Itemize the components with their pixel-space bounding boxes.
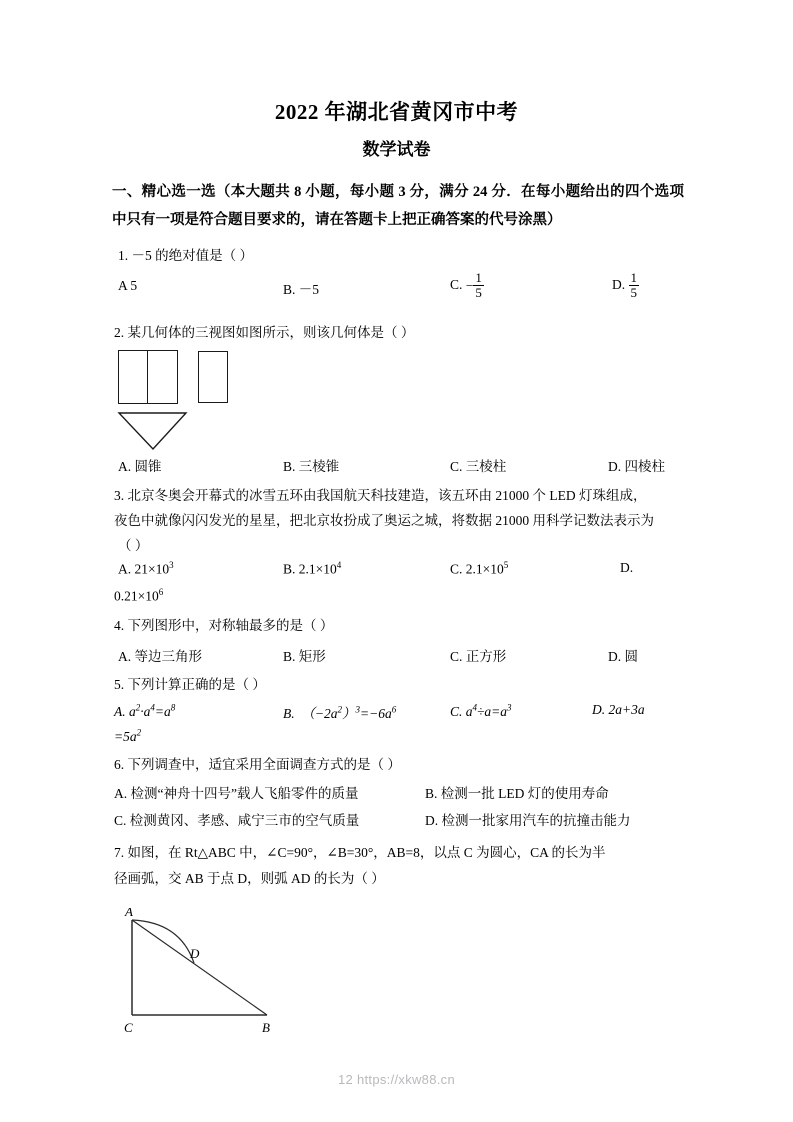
question-2-text: 某几何体的三视图如图所示，则该几何体是（ ） xyxy=(127,325,415,340)
question-7-stem-line-2: 径画弧，交 AB 于点 D，则弧 AD 的长为（ ） xyxy=(114,871,385,886)
question-2-option-c[interactable] xyxy=(450,455,506,475)
option-label: D. xyxy=(425,813,439,828)
question-6-option-d[interactable] xyxy=(425,809,631,829)
question-3-stem-line-2: 夜色中就像闪闪发光的星星，把北京妆扮成了奥运之城，将数据 21000 用科学记数法表示为 xyxy=(114,513,654,528)
question-3-option-d-continued[interactable] xyxy=(114,587,163,605)
question-3-text-line-1: 北京冬奥会开幕式的冰雪五环由我国航天科技建造，该五环由 21000 个 LED 灯珠组成， xyxy=(127,488,647,503)
fraction-one-fifth xyxy=(629,271,640,299)
side-view-rectangle xyxy=(198,351,228,403)
question-6-option-c[interactable] xyxy=(114,809,359,829)
question-4-option-d[interactable] xyxy=(608,645,638,665)
option-label: A. xyxy=(118,561,132,577)
question-5-option-a[interactable]: A. $a^2\cdot a^4=a^8$ xyxy=(114,702,176,719)
option-text: 等边三角形 xyxy=(134,649,202,664)
exponent: 3 xyxy=(169,560,174,570)
question-5-number: 5. xyxy=(114,677,125,692)
section-instruction: 一、精心选一选（本大题共 8 小题，每小题 3 分，满分 24 分．在每小题给出的四个选项中只有一项是符合题目要求的，请在答题卡上把正确答案的代号涂黑） xyxy=(112,184,684,228)
option-text: 5 xyxy=(130,278,138,293)
page-title: 2022 年湖北省黄冈市中考 xyxy=(274,100,519,124)
page-subtitle: 数学试卷 xyxy=(362,140,431,159)
option-label: B. xyxy=(283,282,296,297)
option-text: 圆锥 xyxy=(134,459,162,474)
question-3-option-c[interactable] xyxy=(450,560,508,578)
option-text: 三棱柱 xyxy=(465,459,507,474)
question-1-text: －5 的绝对值是（ ） xyxy=(131,248,253,263)
top-view-triangle xyxy=(116,410,192,452)
option-label: A. xyxy=(118,459,132,474)
right-triangle-with-arc-figure xyxy=(112,908,302,1038)
option-text: 检测一批 LED 灯的使用寿命 xyxy=(440,786,609,801)
option-text: 2.1×10 xyxy=(298,561,337,577)
option-text: 0.21×10 xyxy=(114,588,159,604)
option-label: D. xyxy=(612,277,626,293)
question-3-option-b[interactable] xyxy=(283,560,341,578)
exponent: 6 xyxy=(158,587,164,597)
option-label: D. xyxy=(608,459,622,474)
option-text: 检测“神舟十四号”载人飞船零件的质量 xyxy=(130,786,359,801)
front-view-divider-line xyxy=(147,350,148,404)
question-6-option-a[interactable] xyxy=(114,782,358,802)
question-3-number: 3. xyxy=(114,488,125,503)
question-1-option-b[interactable] xyxy=(283,278,319,298)
question-4-text: 下列图形中，对称轴最多的是（ ） xyxy=(127,618,334,633)
watermark: 12 https://xkw88.cn xyxy=(338,1072,455,1087)
question-4-number: 4. xyxy=(114,618,125,633)
numerator: 1 xyxy=(475,270,482,285)
exponent: 4 xyxy=(336,560,342,570)
denominator: 5 xyxy=(630,284,637,300)
option-text: 正方形 xyxy=(465,649,507,664)
option-text: 四棱柱 xyxy=(624,459,665,474)
numerator: 1 xyxy=(630,270,637,285)
question-5-option-c[interactable]: C. $a^4\div a=a^3$ xyxy=(450,702,512,719)
question-3-option-a[interactable] xyxy=(118,560,174,578)
question-4-option-a[interactable] xyxy=(118,645,202,665)
question-2-option-a[interactable] xyxy=(118,455,162,475)
question-5-option-b[interactable]: B. $(-2a^2)^3=-6a^6$ xyxy=(283,704,397,721)
option-label: A. xyxy=(114,786,128,801)
question-2-stem xyxy=(114,320,674,345)
question-3-option-d[interactable] xyxy=(620,560,633,576)
option-label: D. xyxy=(620,560,634,575)
option-text: 21×10 xyxy=(134,561,170,577)
option-text: 检测一批家用汽车的抗撞击能力 xyxy=(441,813,631,828)
option-label: B. xyxy=(283,459,296,474)
option-label: B. xyxy=(425,786,438,801)
question-7-text-line-1: 如图，在 Rt△ABC 中，∠C=90°，∠B=30°，AB=8，以点 C 为圆心，CA 的长为半 xyxy=(127,845,606,860)
option-label: C. xyxy=(450,277,463,293)
question-2-option-b[interactable] xyxy=(283,455,339,475)
question-6-stem xyxy=(114,752,682,777)
question-4-option-b[interactable] xyxy=(283,645,326,665)
denominator: 5 xyxy=(475,284,482,300)
question-6-number: 6. xyxy=(114,757,125,772)
option-label: C. xyxy=(450,459,463,474)
question-1-stem xyxy=(118,243,678,268)
option-text: 2.1×10 xyxy=(465,561,504,577)
question-2-number: 2. xyxy=(114,325,125,340)
three-view-drawing-figure xyxy=(118,350,278,450)
option-text: 检测黄冈、孝感、咸宁三市的空气质量 xyxy=(129,813,360,828)
question-4-option-c[interactable] xyxy=(450,645,506,665)
question-1-number: 1. xyxy=(118,248,129,263)
question-6-text: 下列调查中，适宜采用全面调查方式的是（ ） xyxy=(127,757,401,772)
question-5-option-d-continued[interactable]: $=5a^2$ xyxy=(114,727,142,744)
option-label: C. xyxy=(450,561,463,577)
option-label: C. xyxy=(114,813,127,828)
minus-sign: − xyxy=(465,278,474,294)
option-text: 三棱锥 xyxy=(298,459,340,474)
fraction-one-fifth xyxy=(473,271,484,299)
exponent: 5 xyxy=(503,560,509,570)
front-view-rectangle xyxy=(118,350,178,404)
question-2-option-d[interactable] xyxy=(608,455,665,475)
question-6-option-b[interactable] xyxy=(425,782,609,802)
question-3-stem-line-1 xyxy=(114,483,682,508)
question-1-option-c[interactable] xyxy=(450,272,484,300)
question-3-stem-line-3: （ ） xyxy=(118,538,149,553)
option-text: 圆 xyxy=(624,649,638,664)
option-label: A xyxy=(118,278,128,293)
question-7-stem-line-1 xyxy=(114,840,682,865)
option-label: A. xyxy=(118,649,132,664)
question-5-option-d[interactable]: D. 2a+3a xyxy=(592,702,645,717)
option-text: －5 xyxy=(298,282,320,297)
vertex-label-a: A xyxy=(125,908,133,919)
question-5-text: 下列计算正确的是（ ） xyxy=(127,677,266,692)
question-5-stem xyxy=(114,672,682,697)
question-7-number: 7. xyxy=(114,845,125,860)
option-label: C. xyxy=(450,649,463,664)
option-text: 矩形 xyxy=(298,649,326,664)
question-1-option-a[interactable] xyxy=(118,278,137,294)
segment-ab xyxy=(132,920,267,1015)
option-label: D. xyxy=(608,649,622,664)
option-label: B. xyxy=(283,649,296,664)
option-label: B. xyxy=(283,561,296,577)
question-4-stem xyxy=(114,613,682,638)
vertex-label-c: C xyxy=(124,1020,133,1035)
question-1-option-d[interactable] xyxy=(612,272,639,300)
vertex-label-d: D xyxy=(190,946,200,961)
vertex-label-b: B xyxy=(262,1020,270,1035)
